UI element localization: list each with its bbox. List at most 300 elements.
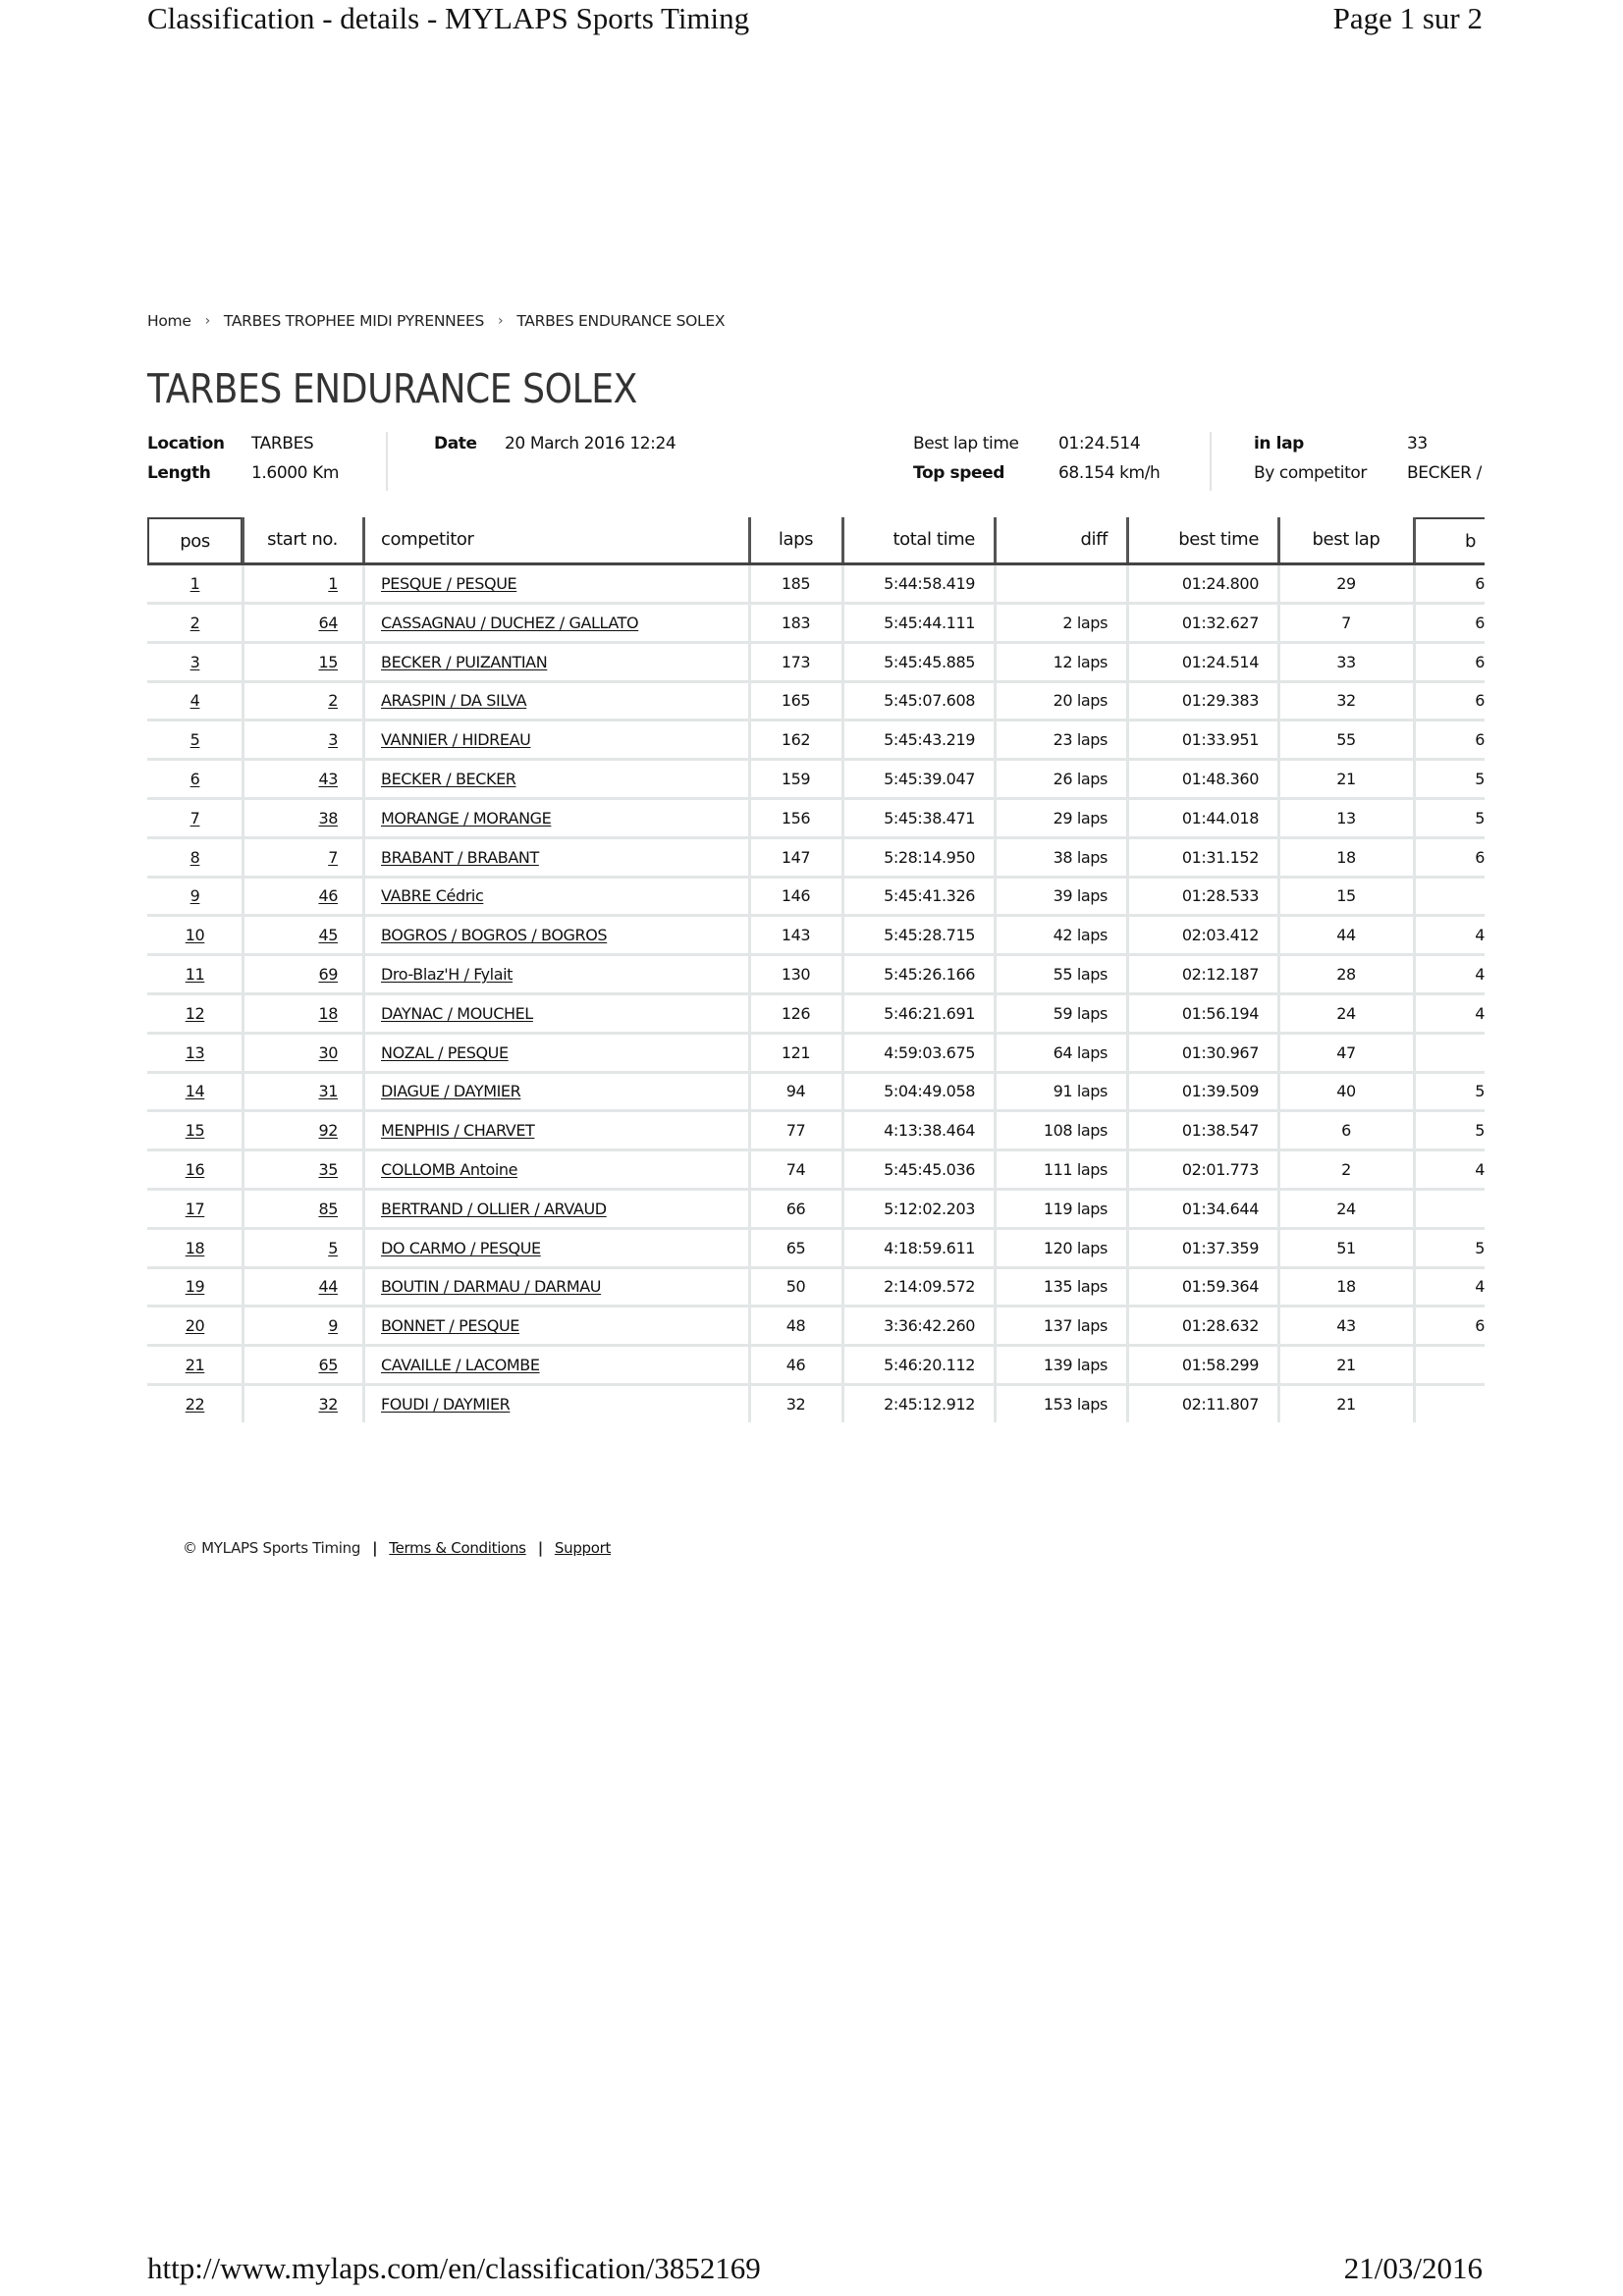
column-divider: [841, 682, 844, 721]
clipped-cell: 5: [1475, 1082, 1485, 1101]
column-divider: [242, 1112, 244, 1151]
position-link[interactable]: 20: [185, 1316, 205, 1336]
start-number-cell: [243, 1073, 363, 1109]
best-lap-cell: 29: [1336, 574, 1356, 593]
competitor-link[interactable]: CASSAGNAU / DUCHEZ / GALLATO: [381, 613, 639, 632]
column-divider: [748, 1347, 751, 1386]
start-number-cell: [243, 761, 363, 797]
best-time-cell: 01:31.152: [1181, 847, 1259, 867]
diff-cell: 59 laps: [1053, 1003, 1108, 1023]
laps-cell: 146: [781, 886, 811, 906]
start-number-link[interactable]: 9: [328, 1316, 338, 1336]
total-time-cell: 5:04:49.058: [884, 1082, 975, 1101]
best-time-cell: 01:24.800: [1181, 574, 1259, 593]
best-time-cell: 02:03.412: [1181, 926, 1259, 945]
laps-cell: 66: [785, 1199, 806, 1218]
column-divider: [1126, 878, 1129, 917]
column-divider: [1413, 1073, 1416, 1112]
length-value: 1.6000 Km: [251, 463, 339, 483]
column-divider: [994, 995, 997, 1035]
table-row: [147, 761, 1485, 800]
column-header-pos[interactable]: pos: [147, 517, 243, 562]
column-divider: [242, 1151, 244, 1191]
position-link[interactable]: 18: [185, 1238, 205, 1257]
table-row: [147, 682, 1485, 721]
column-divider: [748, 1308, 751, 1347]
total-time-cell: 4:59:03.675: [884, 1042, 975, 1062]
column-divider: [841, 1230, 844, 1269]
column-divider: [1126, 517, 1129, 562]
start-number-link[interactable]: 44: [318, 1277, 338, 1297]
total-time-cell: 5:45:45.885: [884, 652, 975, 671]
start-number-link[interactable]: 38: [318, 808, 338, 828]
start-number-link[interactable]: 7: [328, 847, 338, 867]
table-row: [147, 565, 1485, 605]
best-lap-cell: 18: [1336, 1277, 1356, 1297]
column-divider: [242, 682, 244, 721]
column-divider: [748, 1151, 751, 1191]
column-divider: [1413, 1151, 1416, 1191]
laps-cell: 159: [781, 770, 811, 788]
competitor-link[interactable]: VABRE Cédric: [381, 886, 484, 906]
position-link[interactable]: 6: [189, 770, 200, 788]
competitor-link[interactable]: BRABANT / BRABANT: [381, 847, 539, 867]
start-number-link[interactable]: 43: [318, 770, 338, 788]
column-divider: [1413, 1230, 1416, 1269]
total-time-cell: 5:45:45.036: [884, 1160, 975, 1179]
position-cell: [147, 1073, 243, 1109]
diff-cell: 108 laps: [1043, 1121, 1108, 1141]
column-divider: [841, 644, 844, 683]
column-divider: [242, 800, 244, 839]
column-divider: [994, 1230, 997, 1269]
column-divider: [1126, 644, 1129, 683]
competitor-link[interactable]: MENPHIS / CHARVET: [381, 1121, 535, 1141]
best-lap-cell: 24: [1336, 1199, 1356, 1218]
total-time-cell: 5:46:21.691: [884, 1003, 975, 1023]
laps-cell: 165: [781, 691, 811, 711]
column-divider: [1126, 761, 1129, 800]
diff-cell: 120 laps: [1043, 1238, 1108, 1257]
competitor-link[interactable]: DAYNAC / MOUCHEL: [381, 1003, 533, 1023]
laps-cell: 147: [781, 847, 811, 867]
column-divider: [1277, 1191, 1280, 1230]
competitor-cell: [363, 565, 749, 602]
start-number-link[interactable]: 64: [318, 613, 338, 632]
competitor-link[interactable]: COLLOMB Antoine: [381, 1160, 518, 1179]
column-divider: [1277, 1347, 1280, 1386]
column-divider: [362, 761, 365, 800]
column-divider: [841, 1386, 844, 1422]
column-divider: [1277, 682, 1280, 721]
competitor-link[interactable]: Dro-Blaz'H / Fylait: [381, 965, 514, 984]
best-time-cell: 02:01.773: [1181, 1160, 1259, 1179]
chevron-right-icon: ›: [498, 313, 504, 329]
best-lap-cell: 6: [1341, 1121, 1351, 1141]
laps-cell: 50: [785, 1277, 806, 1297]
column-divider: [362, 721, 365, 761]
breadcrumb-home[interactable]: Home: [147, 312, 191, 330]
column-divider: [242, 605, 244, 644]
start-number-link[interactable]: 85: [318, 1199, 338, 1218]
column-divider: [748, 1073, 751, 1112]
clipped-cell: 6: [1475, 847, 1485, 867]
best-time-cell: 01:56.194: [1181, 1003, 1259, 1023]
column-divider: [362, 517, 365, 562]
competitor-link[interactable]: BOUTIN / DARMAU / DARMAU: [381, 1277, 602, 1297]
competitor-link[interactable]: BECKER / BECKER: [381, 770, 516, 788]
start-number-link[interactable]: 65: [318, 1356, 338, 1374]
column-divider: [748, 1230, 751, 1269]
competitor-link[interactable]: ARASPIN / DA SILVA: [381, 691, 527, 711]
competitor-link[interactable]: PESQUE / PESQUE: [381, 574, 517, 593]
column-divider: [841, 956, 844, 995]
best-time-cell: 01:30.967: [1181, 1042, 1259, 1062]
position-link[interactable]: 9: [189, 886, 200, 906]
date-value: 20 March 2016 12:24: [505, 434, 676, 454]
in-lap-value: 33: [1407, 434, 1428, 454]
position-link[interactable]: 3: [189, 652, 200, 671]
competitor-cell: [363, 761, 749, 797]
start-number-link[interactable]: 31: [318, 1082, 338, 1101]
column-header-clipped[interactable]: b: [1414, 517, 1485, 562]
column-divider: [1277, 917, 1280, 956]
start-number-link[interactable]: 5: [328, 1238, 338, 1257]
best-time-cell: 02:11.807: [1181, 1394, 1259, 1414]
column-divider: [1413, 917, 1416, 956]
column-divider: [841, 1308, 844, 1347]
total-time-cell: 5:45:28.715: [884, 926, 975, 945]
table-row: [147, 644, 1485, 683]
start-number-cell: [243, 839, 363, 876]
best-lap-cell: 51: [1336, 1238, 1356, 1257]
column-divider: [1413, 878, 1416, 917]
total-time-cell: 5:45:38.471: [884, 808, 975, 828]
start-number-cell: [243, 1191, 363, 1227]
position-cell: [147, 1191, 243, 1227]
position-cell: [147, 956, 243, 992]
chevron-right-icon: ›: [204, 313, 210, 329]
column-divider: [242, 1073, 244, 1112]
competitor-link[interactable]: BOGROS / BOGROS / BOGROS: [381, 926, 608, 945]
footer-separator: |: [537, 1539, 543, 1557]
diff-cell: 135 laps: [1043, 1277, 1108, 1297]
breadcrumb-event[interactable]: TARBES TROPHEE MIDI PYRENNEES: [223, 312, 485, 330]
laps-cell: 183: [781, 613, 811, 632]
column-divider: [841, 761, 844, 800]
column-divider: [994, 721, 997, 761]
column-divider: [841, 800, 844, 839]
clipped-cell: 5: [1475, 808, 1485, 828]
column-divider: [362, 956, 365, 995]
column-divider: [1413, 644, 1416, 683]
best-time-cell: 01:59.364: [1181, 1277, 1259, 1297]
start-number-link[interactable]: 32: [318, 1394, 338, 1414]
column-divider: [994, 1035, 997, 1074]
table-row: [147, 800, 1485, 839]
column-divider: [748, 761, 751, 800]
start-number-link[interactable]: 45: [318, 926, 338, 945]
best-time-cell: 01:32.627: [1181, 613, 1259, 632]
best-time-cell: 01:28.533: [1181, 886, 1259, 906]
position-link[interactable]: 4: [189, 691, 200, 711]
column-divider: [1413, 1347, 1416, 1386]
start-number-link[interactable]: 35: [318, 1160, 338, 1179]
clipped-cell: 6: [1475, 730, 1485, 750]
best-lap-cell: 33: [1336, 652, 1356, 671]
total-time-cell: 5:45:43.219: [884, 730, 975, 750]
table-row: [147, 995, 1485, 1035]
position-link[interactable]: 15: [185, 1121, 205, 1141]
competitor-link[interactable]: CAVAILLE / LACOMBE: [381, 1356, 540, 1374]
column-divider: [994, 1347, 997, 1386]
column-divider: [994, 800, 997, 839]
column-divider: [362, 1268, 365, 1308]
start-number-link[interactable]: 92: [318, 1121, 338, 1141]
competitor-link[interactable]: FOUDI / DAYMIER: [381, 1394, 511, 1414]
total-time-cell: 3:36:42.260: [884, 1316, 975, 1336]
competitor-cell: [363, 995, 749, 1032]
start-number-cell: [243, 644, 363, 680]
total-time-cell: 4:13:38.464: [884, 1121, 975, 1141]
column-divider: [994, 1073, 997, 1112]
competitor-link[interactable]: BECKER / PUIZANTIAN: [381, 652, 548, 671]
column-divider: [748, 995, 751, 1035]
competitor-link[interactable]: DO CARMO / PESQUE: [381, 1238, 541, 1257]
column-divider: [1277, 878, 1280, 917]
best-lap-cell: 47: [1336, 1042, 1356, 1062]
position-link[interactable]: 21: [185, 1356, 205, 1374]
column-header-best-lap[interactable]: best lap: [1312, 529, 1380, 550]
total-time-cell: 5:28:14.950: [884, 847, 975, 867]
column-divider: [1277, 1073, 1280, 1112]
competitor-cell: [363, 917, 749, 953]
start-number-link[interactable]: 2: [328, 691, 338, 711]
by-competitor-label: By competitor: [1254, 463, 1367, 483]
start-number-link[interactable]: 46: [318, 886, 338, 906]
competitor-link[interactable]: NOZAL / PESQUE: [381, 1042, 509, 1062]
position-link[interactable]: 13: [185, 1042, 205, 1062]
position-cell: [147, 1268, 243, 1305]
position-link[interactable]: 17: [185, 1199, 205, 1218]
column-divider: [242, 761, 244, 800]
best-time-cell: 01:37.359: [1181, 1238, 1259, 1257]
best-lap-cell: 43: [1336, 1316, 1356, 1336]
column-divider: [1277, 1230, 1280, 1269]
position-link[interactable]: 11: [185, 965, 205, 984]
start-number-link[interactable]: 18: [318, 1003, 338, 1023]
position-cell: [147, 682, 243, 719]
column-divider: [362, 878, 365, 917]
column-divider: [1277, 839, 1280, 879]
table-row: [147, 839, 1485, 879]
column-divider: [1126, 1191, 1129, 1230]
column-divider: [362, 1386, 365, 1422]
column-divider: [1126, 1230, 1129, 1269]
column-divider: [242, 1191, 244, 1230]
column-divider: [242, 517, 244, 562]
column-divider: [242, 839, 244, 879]
column-divider: [994, 1112, 997, 1151]
column-divider: [1126, 1035, 1129, 1074]
column-divider: [362, 1035, 365, 1074]
table-row: [147, 1112, 1485, 1151]
column-divider: [242, 1035, 244, 1074]
column-divider: [748, 1268, 751, 1308]
column-divider: [1126, 917, 1129, 956]
competitor-link[interactable]: BONNET / PESQUE: [381, 1316, 520, 1336]
competitor-cell: [363, 1386, 749, 1422]
column-divider: [994, 1151, 997, 1191]
start-number-link[interactable]: 69: [318, 965, 338, 984]
position-link[interactable]: 12: [185, 1003, 205, 1023]
diff-cell: 2 laps: [1062, 613, 1108, 632]
column-divider: [1126, 1151, 1129, 1191]
competitor-cell: [363, 605, 749, 641]
position-link[interactable]: 19: [185, 1277, 205, 1297]
best-lap-time-label: Best lap time: [913, 434, 1019, 454]
column-divider: [1413, 1112, 1416, 1151]
position-cell: [147, 839, 243, 876]
print-header: [147, 0, 1483, 43]
best-lap-cell: 55: [1336, 730, 1356, 750]
column-divider: [994, 839, 997, 879]
column-divider: [1126, 1308, 1129, 1347]
column-divider: [994, 517, 997, 562]
start-number-link[interactable]: 30: [318, 1042, 338, 1062]
best-time-cell: 02:12.187: [1181, 965, 1259, 984]
total-time-cell: 5:12:02.203: [884, 1199, 975, 1218]
clipped-cell: [1414, 1347, 1485, 1383]
column-header-laps[interactable]: laps: [778, 529, 814, 550]
column-divider: [1413, 1308, 1416, 1347]
competitor-cell: [363, 800, 749, 836]
column-divider: [242, 917, 244, 956]
column-divider: [841, 565, 844, 605]
column-divider: [748, 839, 751, 879]
competitor-cell: [363, 1347, 749, 1383]
column-divider: [748, 682, 751, 721]
position-link[interactable]: 1: [189, 574, 200, 593]
in-lap-label: in lap: [1254, 434, 1304, 454]
table-row: [147, 956, 1485, 995]
column-header-competitor[interactable]: competitor: [381, 529, 474, 550]
position-link[interactable]: 2: [189, 613, 200, 632]
competitor-link[interactable]: DIAGUE / DAYMIER: [381, 1082, 521, 1101]
competitor-link[interactable]: VANNIER / HIDREAU: [381, 730, 531, 750]
diff-cell: [995, 565, 1127, 602]
terms-link[interactable]: Terms & Conditions: [389, 1539, 526, 1557]
column-header-total-time[interactable]: total time: [893, 529, 975, 550]
laps-cell: 65: [785, 1238, 806, 1257]
start-number-cell: [243, 605, 363, 641]
competitor-link[interactable]: MORANGE / MORANGE: [381, 808, 552, 828]
best-time-cell: 01:58.299: [1181, 1356, 1259, 1374]
column-divider: [841, 1073, 844, 1112]
start-number-link[interactable]: 1: [328, 574, 338, 593]
column-divider: [362, 1151, 365, 1191]
competitor-cell: [363, 1230, 749, 1266]
column-divider: [994, 1191, 997, 1230]
copyright-text: © MYLAPS Sports Timing: [183, 1539, 361, 1557]
position-link[interactable]: 14: [185, 1082, 205, 1101]
position-link[interactable]: 10: [185, 926, 205, 945]
table-row: [147, 1035, 1485, 1074]
start-number-cell: [243, 1035, 363, 1071]
column-divider: [362, 800, 365, 839]
support-link[interactable]: Support: [554, 1539, 612, 1557]
position-link[interactable]: 5: [189, 730, 200, 750]
column-divider: [1413, 1268, 1416, 1308]
print-footer: [147, 2250, 1483, 2293]
competitor-cell: [363, 682, 749, 719]
column-divider: [1126, 1268, 1129, 1308]
column-header-start-no[interactable]: start no.: [267, 529, 338, 550]
table-row: [147, 1347, 1485, 1386]
best-lap-cell: 13: [1336, 808, 1356, 828]
page-title: TARBES ENDURANCE SOLEX: [147, 365, 637, 412]
column-divider: [1413, 682, 1416, 721]
position-cell: [147, 1230, 243, 1266]
start-number-cell: [243, 1308, 363, 1344]
best-time-cell: 01:29.383: [1181, 691, 1259, 711]
diff-cell: 39 laps: [1053, 886, 1108, 906]
best-lap-cell: 2: [1341, 1160, 1351, 1179]
column-divider: [1277, 721, 1280, 761]
column-divider: [994, 761, 997, 800]
print-url: http://www.mylaps.com/en/classification/3852169: [147, 2251, 761, 2285]
position-link[interactable]: 8: [189, 847, 200, 867]
breadcrumb-session[interactable]: TARBES ENDURANCE SOLEX: [516, 312, 726, 330]
position-cell: [147, 800, 243, 836]
session-info: [147, 430, 1485, 495]
position-link[interactable]: 7: [189, 808, 200, 828]
column-header-diff[interactable]: diff: [1080, 529, 1108, 550]
best-lap-time-value: 01:24.514: [1058, 434, 1141, 454]
best-lap-cell: 40: [1336, 1082, 1356, 1101]
start-number-link[interactable]: 3: [328, 730, 338, 750]
diff-cell: 153 laps: [1043, 1394, 1108, 1414]
column-divider: [748, 605, 751, 644]
column-divider: [841, 878, 844, 917]
column-divider: [362, 644, 365, 683]
column-divider: [242, 956, 244, 995]
column-divider: [841, 1268, 844, 1308]
competitor-cell: [363, 1112, 749, 1148]
best-lap-cell: 24: [1336, 1003, 1356, 1023]
laps-cell: 32: [785, 1394, 806, 1414]
column-divider: [242, 644, 244, 683]
column-divider: [362, 995, 365, 1035]
column-divider: [242, 1308, 244, 1347]
column-divider: [362, 605, 365, 644]
position-link[interactable]: 16: [185, 1160, 205, 1179]
diff-cell: 137 laps: [1043, 1316, 1108, 1336]
total-time-cell: 5:45:26.166: [884, 965, 975, 984]
diff-cell: 12 laps: [1053, 652, 1108, 671]
start-number-link[interactable]: 15: [318, 652, 338, 671]
column-divider: [1277, 995, 1280, 1035]
column-divider: [841, 721, 844, 761]
best-time-cell: 01:28.632: [1181, 1316, 1259, 1336]
column-divider: [362, 839, 365, 879]
position-link[interactable]: 22: [185, 1394, 205, 1414]
column-header-best-time[interactable]: best time: [1178, 529, 1259, 550]
column-divider: [841, 1191, 844, 1230]
position-cell: [147, 1151, 243, 1188]
competitor-link[interactable]: BERTRAND / OLLIER / ARVAUD: [381, 1199, 607, 1218]
column-divider: [362, 682, 365, 721]
